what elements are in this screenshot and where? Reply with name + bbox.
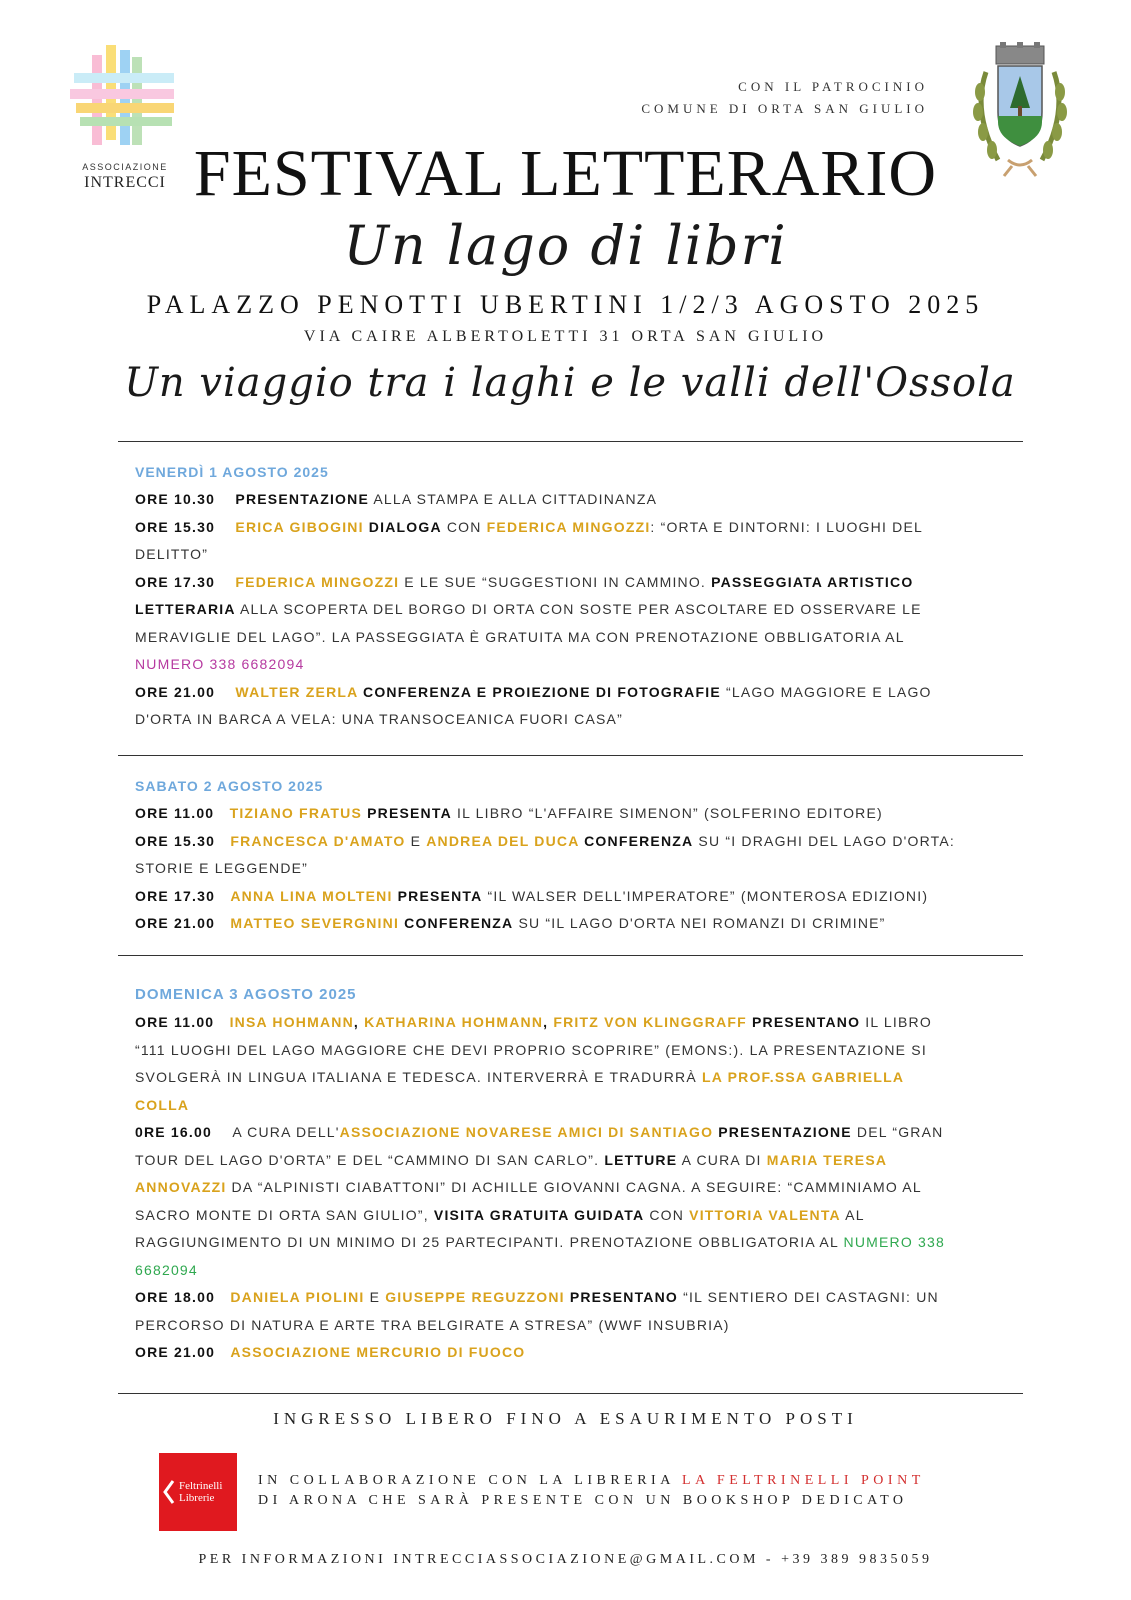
event-line: PERCORSO DI NATURA E ARTE TRA BELGIRATE A STRESA” (WWF INSUBRIA) — [135, 1316, 730, 1333]
day-2-heading: SABATO 2 AGOSTO 2025 — [135, 778, 324, 794]
event-line: ORE 15.30 ERICA GIBOGINI DIALOGA CON FEDERICA MINGOZZI: “ORTA E DINTORNI: I LUOGHI DEL — [135, 518, 923, 535]
feltrinelli-logo — [159, 1453, 237, 1531]
day-2-section — [135, 772, 1015, 938]
patronage-text — [641, 76, 928, 120]
free-entry-notice: INGRESSO LIBERO FINO A ESAURIMENTO POSTI — [273, 1409, 858, 1428]
logo-label-small: ASSOCIAZIONE — [82, 162, 168, 172]
event-line: ORE 10.30 PRESENTAZIONE ALLA STAMPA E ALLA CITTADINANZA — [135, 491, 658, 507]
event-line: SACRO MONTE DI ORTA SAN GIULIO”, VISITA GRATUITA GUIDATA CON VITTORIA VALENTA AL — [135, 1206, 865, 1223]
event-line: STORIE E LEGGENDE” — [135, 860, 309, 876]
festival-theme: Un viaggio tra i laghi e le valli dell'Ossola — [124, 360, 1016, 406]
festival-subtitle: Un lago di libri — [343, 214, 788, 277]
event-line: ORE 18.00 DANIELA PIOLINI E GIUSEPPE REGUZZONI PRESENTANO “IL SENTIERO DEI CASTAGNI: UN — [135, 1289, 939, 1305]
event-line: ORE 21.00 ASSOCIAZIONE MERCURIO DI FUOCO — [135, 1344, 526, 1360]
divider — [118, 955, 1023, 956]
feltrinelli-logo-line1: Feltrinelli — [179, 1480, 223, 1492]
bookstore-name: LA FELTRINELLI POINT — [682, 1473, 925, 1488]
event-line: ORE 21.00 MATTEO SEVERGNINI CONFERENZA SU “IL LAGO D'ORTA NEI ROMANZI DI CRIMINE” — [135, 915, 886, 931]
event-line: ANNOVAZZI DA “ALPINISTI CIABATTONI” DI ACHILLE GIOVANNI CAGNA. A SEGUIRE: “CAMMINIAMO AL — [135, 1179, 922, 1195]
day-3-heading: DOMENICA 3 AGOSTO 2025 — [135, 986, 357, 1003]
event-line: COLLA — [135, 1096, 190, 1113]
event-line: 0RE 16.00 A CURA DELL'ASSOCIAZIONE NOVARESE AMICI DI SANTIAGO PRESENTAZIONE DEL “GRAN — [135, 1124, 944, 1140]
phone-number-cont: 6682094 — [135, 1261, 198, 1278]
logo-label-large: INTRECCI — [84, 174, 166, 191]
phone-number: NUMERO 338 — [843, 1234, 945, 1250]
event-line: MERAVIGLIE DEL LAGO”. LA PASSEGGIATA È GRATUITA MA CON PRENOTAZIONE OBBLIGATORIA AL — [135, 628, 905, 645]
feltrinelli-logo-line2: Librerie — [179, 1492, 215, 1504]
event-line: RAGGIUNGIMENTO DI UN MINIMO DI 25 PARTECIPANTI. PRENOTAZIONE OBBLIGATORIA AL NUMERO 338 — [135, 1234, 945, 1250]
festival-title: FESTIVAL LETTERARIO — [193, 137, 938, 210]
event-line: ORE 17.30 ANNA LINA MOLTENI PRESENTA “IL WALSER DELL'IMPERATORE” (MONTEROSA EDIZIONI) — [135, 887, 929, 904]
event-line: ORE 15.30 FRANCESCA D'AMATO E ANDREA DEL DUCA CONFERENZA SU “I DRAGHI DEL LAGO D'ORTA: — [135, 832, 956, 849]
divider — [118, 755, 1023, 756]
contact-info: PER INFORMAZIONI INTRECCIASSOCIAZIONE@GMAIL.COM - +39 389 9835059 — [198, 1552, 933, 1567]
event-line: SVOLGERÀ IN LINGUA ITALIANA E TEDESCA. INTERVERRÀ E TRADURRÀ LA PROF.SSA GABRIELLA — [135, 1069, 905, 1085]
event-line: ORE 21.00 WALTER ZERLA CONFERENZA E PROIEZIONE DI FOTOGRAFIE “LAGO MAGGIORE E LAGO — [135, 683, 932, 700]
event-line: “111 LUOGHI DEL LAGO MAGGIORE CHE DEVI PROPRIO SCOPRIRE” (EMONS:). LA PRESENTAZIONE SI — [135, 1041, 927, 1058]
event-line: ORE 17.30 FEDERICA MINGOZZI E LE SUE “SUGGESTIONI IN CAMMINO. PASSEGGIATA ARTISTICO — [135, 573, 914, 590]
day-3-section — [135, 981, 1015, 1367]
divider — [118, 1393, 1023, 1394]
patronage-line-2: COMUNE DI ORTA SAN GIULIO — [641, 101, 928, 116]
event-line: TOUR DEL LAGO D'ORTA” E DEL “CAMMINO DI SAN CARLO”. LETTURE A CURA DI MARIA TERESA — [135, 1151, 888, 1168]
event-line — [135, 651, 1015, 679]
collaboration-text: IN COLLABORAZIONE CON LA LIBRERIA LA FELTRINELLI POINT DI ARONA CHE SARÀ PRESENTE CON UN BOOKSHOP DEDICATO — [258, 1473, 925, 1508]
day-1-section — [135, 458, 1015, 734]
event-line: ORE 11.00 TIZIANO FRATUS PRESENTA IL LIBRO “L'AFFAIRE SIMENON” (SOLFERINO EDITORE) — [135, 805, 883, 821]
phone-number: NUMERO 338 6682094 — [135, 656, 305, 672]
event-line: LETTERARIA ALLA SCOPERTA DEL BORGO DI ORTA CON SOSTE PER ASCOLTARE ED OSSERVARE LE — [135, 601, 922, 617]
event-line: ORE 11.00 INSA HOHMANN, KATHARINA HOHMANN, FRITZ VON KLINGGRAFF PRESENTANO IL LIBRO — [135, 1014, 932, 1030]
venue-dates: PALAZZO PENOTTI UBERTINI 1/2/3 AGOSTO 2025 — [146, 290, 985, 319]
divider — [118, 441, 1023, 442]
event-line — [135, 1257, 1015, 1285]
event-line: D'ORTA IN BARCA A VELA: UNA TRANSOCEANICA FUORI CASA” — [135, 711, 623, 727]
patronage-line-1: CON IL PATROCINIO — [738, 79, 928, 94]
venue-address: VIA CAIRE ALBERTOLETTI 31 ORTA SAN GIULIO — [303, 328, 828, 345]
day-1-heading: VENERDÌ 1 AGOSTO 2025 — [135, 464, 329, 480]
event-line: DELITTO” — [135, 546, 209, 562]
